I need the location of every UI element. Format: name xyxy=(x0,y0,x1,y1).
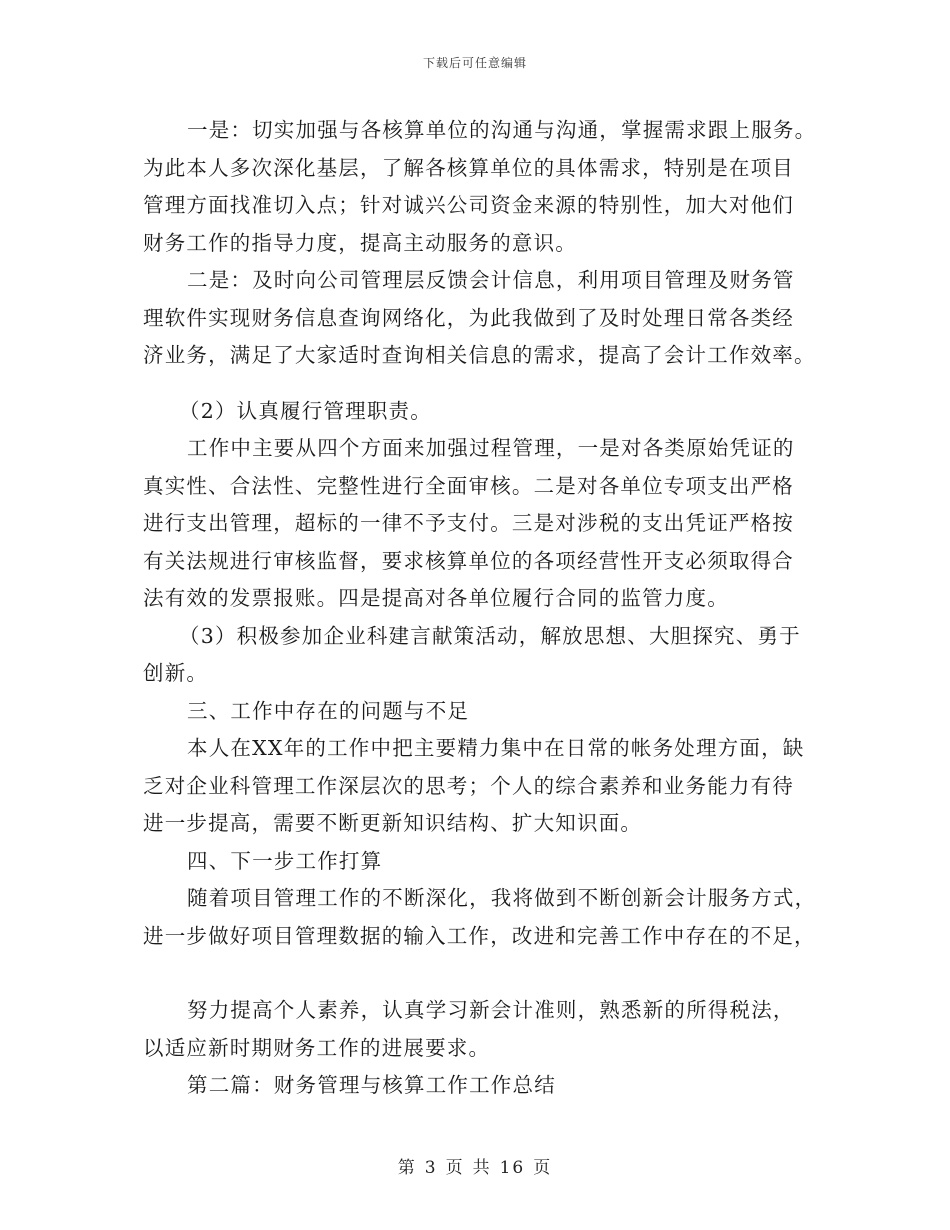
paragraph-line: 进一步做好项目管理数据的输入工作，改进和完善工作中存在的不足， xyxy=(143,923,816,948)
section-heading: 三、工作中存在的问题与不足 xyxy=(187,698,470,723)
paragraph-line: 有关法规进行审核监督，要求核算单位的各项经营性开支必须取得合 xyxy=(143,548,794,573)
paragraph-line: 一是：切实加强与各核算单位的沟通与沟通，掌握需求跟上服务。 xyxy=(187,118,817,142)
paragraph-line: 以适应新时期财务工作的进展要求。 xyxy=(143,1035,491,1060)
page-header: 下载后可任意编辑 xyxy=(422,56,527,70)
section-heading: 第二篇：财务管理与核算工作工作总结 xyxy=(187,1073,556,1097)
paragraph-line: 努力提高个人素养，认真学习新会计准则，熟悉新的所得税法， xyxy=(187,998,795,1022)
paragraph-line: 创新。 xyxy=(143,661,209,685)
footer-label-total: 共 xyxy=(472,1158,492,1178)
paragraph-line: 乏对企业科管理工作深层次的思考；个人的综合素养和业务能力有待 xyxy=(143,773,794,798)
page-footer xyxy=(0,1153,950,1178)
paragraph-line: 真实性、合法性、完整性进行全面审核。二是对各单位专项支出严格 xyxy=(143,473,794,498)
paragraph-line: 管理方面找准切入点；针对诚兴公司资金来源的特别性，加大对他们 xyxy=(143,193,794,217)
footer-label-unit: 页 xyxy=(445,1158,465,1178)
section-heading: 四、下一步工作打算 xyxy=(187,848,383,873)
current-page-number: 3 xyxy=(424,1158,438,1178)
paragraph-line: 进一步提高，需要不断更新知识结构、扩大知识面。 xyxy=(143,811,643,835)
paragraph-line: （3）积极参加企业科建言献策活动，解放思想、大胆探究、勇于 xyxy=(179,623,801,648)
paragraph-line: 济业务，满足了大家适时查询相关信息的需求，提高了会计工作效率。 xyxy=(143,343,816,367)
paragraph-line: 法有效的发票报账。四是提高对各单位履行合同的监管力度。 xyxy=(143,586,729,610)
paragraph-gap xyxy=(143,955,823,992)
paragraph-line: 理软件实现财务信息查询网络化，为此我做到了及时处理日常各类经 xyxy=(143,305,794,330)
document-body xyxy=(143,112,823,1105)
paragraph-line: 工作中主要从四个方面来加强过程管理，一是对各类原始凭证的 xyxy=(187,436,795,460)
paragraph-line: 本人在XX年的工作中把主要精力集中在日常的帐务处理方面，缺 xyxy=(187,736,805,760)
footer-label-unit2: 页 xyxy=(533,1158,553,1178)
total-pages-number: 16 xyxy=(499,1158,526,1178)
paragraph-line: 进行支出管理，超标的一律不予支付。三是对涉税的支出凭证严格按 xyxy=(143,511,794,535)
section-heading: （2）认真履行管理职责。 xyxy=(179,398,432,423)
footer-label-page: 第 xyxy=(397,1158,417,1178)
paragraph-line: 随着项目管理工作的不断深化，我将做到不断创新会计服务方式， xyxy=(187,886,817,910)
paragraph-line: 为此本人多次深化基层，了解各核算单位的具体需求，特别是在项目 xyxy=(143,155,794,180)
paragraph-gap xyxy=(143,375,823,393)
paragraph-line: 财务工作的指导力度，提高主动服务的意识。 xyxy=(143,230,577,255)
paragraph-line: 二是：及时向公司管理层反馈会计信息，利用项目管理及财务管 xyxy=(187,268,795,292)
